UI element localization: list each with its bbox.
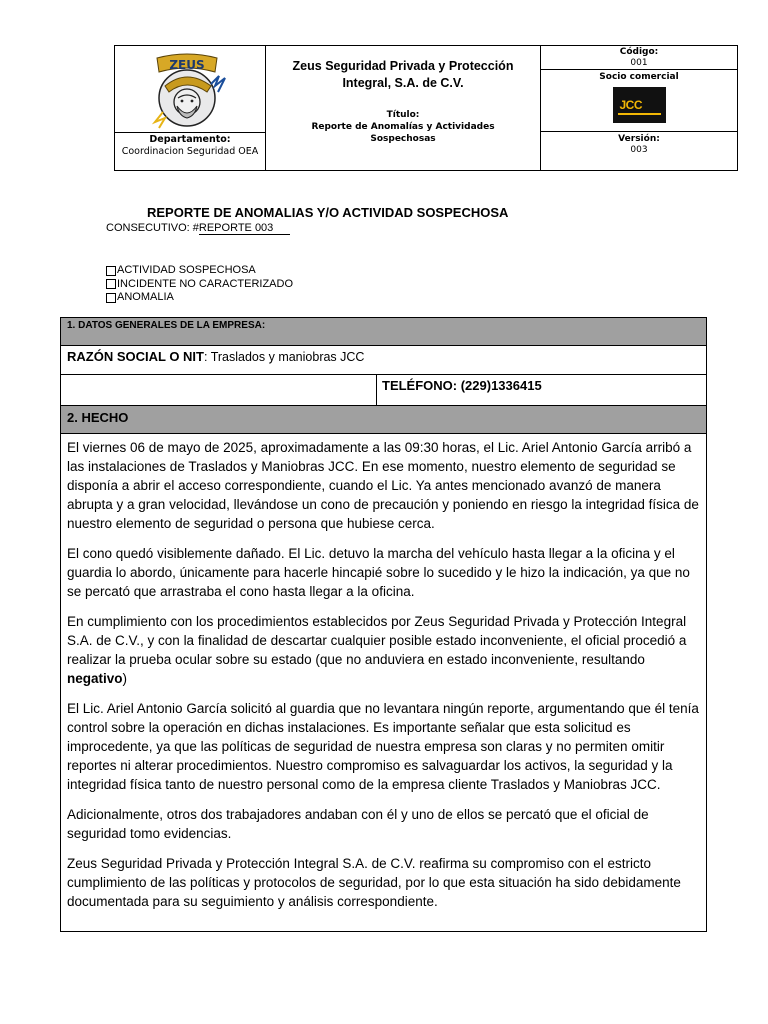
department-label: Departamento: — [149, 134, 231, 145]
paragraph: Adicionalmente, otros dos trabajadores andaban con él y uno de ellos se percató que el oficial de seguridad tomo evidencias. — [67, 807, 649, 841]
checkbox-label: ANOMALIA — [117, 291, 174, 303]
checkbox-label: INCIDENTE NO CARACTERIZADO — [117, 277, 294, 290]
report-table — [60, 317, 707, 932]
header-right-column — [541, 46, 737, 170]
code-value: 001 — [630, 58, 648, 68]
document-header — [114, 45, 738, 171]
paragraph: El cono quedó visiblemente dañado. El Lic. detuvo la marcha del vehículo hasta llegar a la oficina y el guardia lo abordo, únicamente para hacerle hincapié sobre lo sucedido y le hizo la indicación, ya que no se percató que arrastraba el cono hasta llegar a la oficina. — [67, 546, 690, 599]
razon-social-value: : Traslados y maniobras JCC — [203, 350, 365, 364]
checkbox-row — [106, 264, 293, 278]
consecutive-label: CONSECUTIVO: # — [106, 222, 199, 234]
paragraph: El viernes 06 de mayo de 2025, aproximadamente a las 09:30 horas, el Lic. Ariel Antonio García arribó a las instalaciones de Traslados y Maniobras JCC. En ese momento, nuestro elemento de seguridad se disponía a abrir el acceso correspondiente, cuando el Lic. Ya antes mencionado avanzó de manera abrupta y a gran velocidad, llevándose un cono de precaución y poniendo en riesgo la integridad física de nuestro elemento de seguridad o persona que hubiese cerca. — [67, 440, 699, 531]
report-type-checklist — [106, 264, 293, 305]
title-value: Reporte de Anomalías y Actividades Sospechosas — [311, 122, 495, 144]
paragraph — [67, 612, 700, 688]
report-heading: REPORTE DE ANOMALIAS Y/O ACTIVIDAD SOSPECHOSA — [147, 205, 509, 220]
phone-value: TELÉFONO: (229)1336415 — [382, 378, 542, 393]
consecutive-line — [106, 222, 290, 235]
title-label: Título: — [386, 110, 420, 120]
zeus-logo — [115, 46, 266, 132]
jcc-logo-text: JCC — [619, 98, 643, 112]
zeus-logo-text: ZEUS — [169, 58, 205, 72]
checkbox-label: ACTIVIDAD SOSPECHOSA — [117, 264, 256, 276]
version-value: 003 — [630, 145, 648, 155]
partner-cell — [541, 70, 737, 132]
partner-label: Socio comercial — [599, 72, 679, 82]
phone-row — [61, 375, 706, 406]
paragraph: El Lic. Ariel Antonio García solicitó al guardia que no levantara ningún reporte, argumentando que él tenía control sobre la operación en dichas instalaciones. Es importante señalar que esta solicitud es improcedente, ya que las políticas de seguridad de nuestra empresa son claras y no permiten omitir reportes ni alterar procedimientos. Nuestro compromiso es salvaguardar los activos, la seguridad y la integridad física tanto de nuestro personal como de la empresa cliente Traslados y Maniobras JCC. — [67, 701, 699, 792]
checkbox-row — [106, 291, 293, 305]
paragraph-suffix: ) — [122, 671, 128, 686]
code-cell — [541, 46, 737, 70]
department-cell — [115, 132, 266, 170]
checkbox[interactable] — [106, 279, 116, 289]
paragraph: Zeus Seguridad Privada y Protección Integral S.A. de C.V. reafirma su compromiso con el estricto cumplimiento de las políticas y protocolos de seguridad, por lo que esta situación ha sido debidamente documentada para su seguimiento y análisis correspondiente. — [67, 856, 681, 909]
version-label: Versión: — [618, 134, 660, 144]
section-1-header: 1. DATOS GENERALES DE LA EMPRESA: — [61, 318, 706, 346]
bold-result: negativo — [67, 671, 123, 686]
incident-description — [61, 434, 706, 931]
checkbox[interactable] — [106, 293, 116, 303]
code-label: Código: — [619, 47, 659, 57]
title-cell — [266, 46, 541, 170]
checkbox-row — [106, 278, 293, 292]
consecutive-value: REPORTE 003 — [199, 222, 290, 235]
paragraph-text: En cumplimiento con los procedimientos establecidos por Zeus Seguridad Privada y Protección Integral S.A. de C.V., y con la finalidad de descartar cualquier posible estado inconveniente, el oficial procedió a realizar la prueba ocular sobre su estado (que no anduviera en estado inconveniente, resultando — [67, 614, 687, 667]
checkbox[interactable] — [106, 266, 116, 276]
razon-social-row — [61, 346, 706, 375]
version-cell — [541, 132, 737, 172]
jcc-logo — [613, 87, 666, 123]
company-name: Zeus Seguridad Privada y Protección Integral, S.A. de C.V. — [292, 59, 514, 90]
zeus-logo-cell — [115, 46, 266, 132]
jcc-logo-underline — [618, 113, 661, 115]
section-2-header: 2. HECHO — [61, 406, 706, 434]
razon-social-label: RAZÓN SOCIAL O NIT — [67, 349, 204, 364]
phone-row-empty-cell — [61, 375, 377, 405]
department-value: Coordinacion Seguridad OEA — [121, 146, 259, 157]
